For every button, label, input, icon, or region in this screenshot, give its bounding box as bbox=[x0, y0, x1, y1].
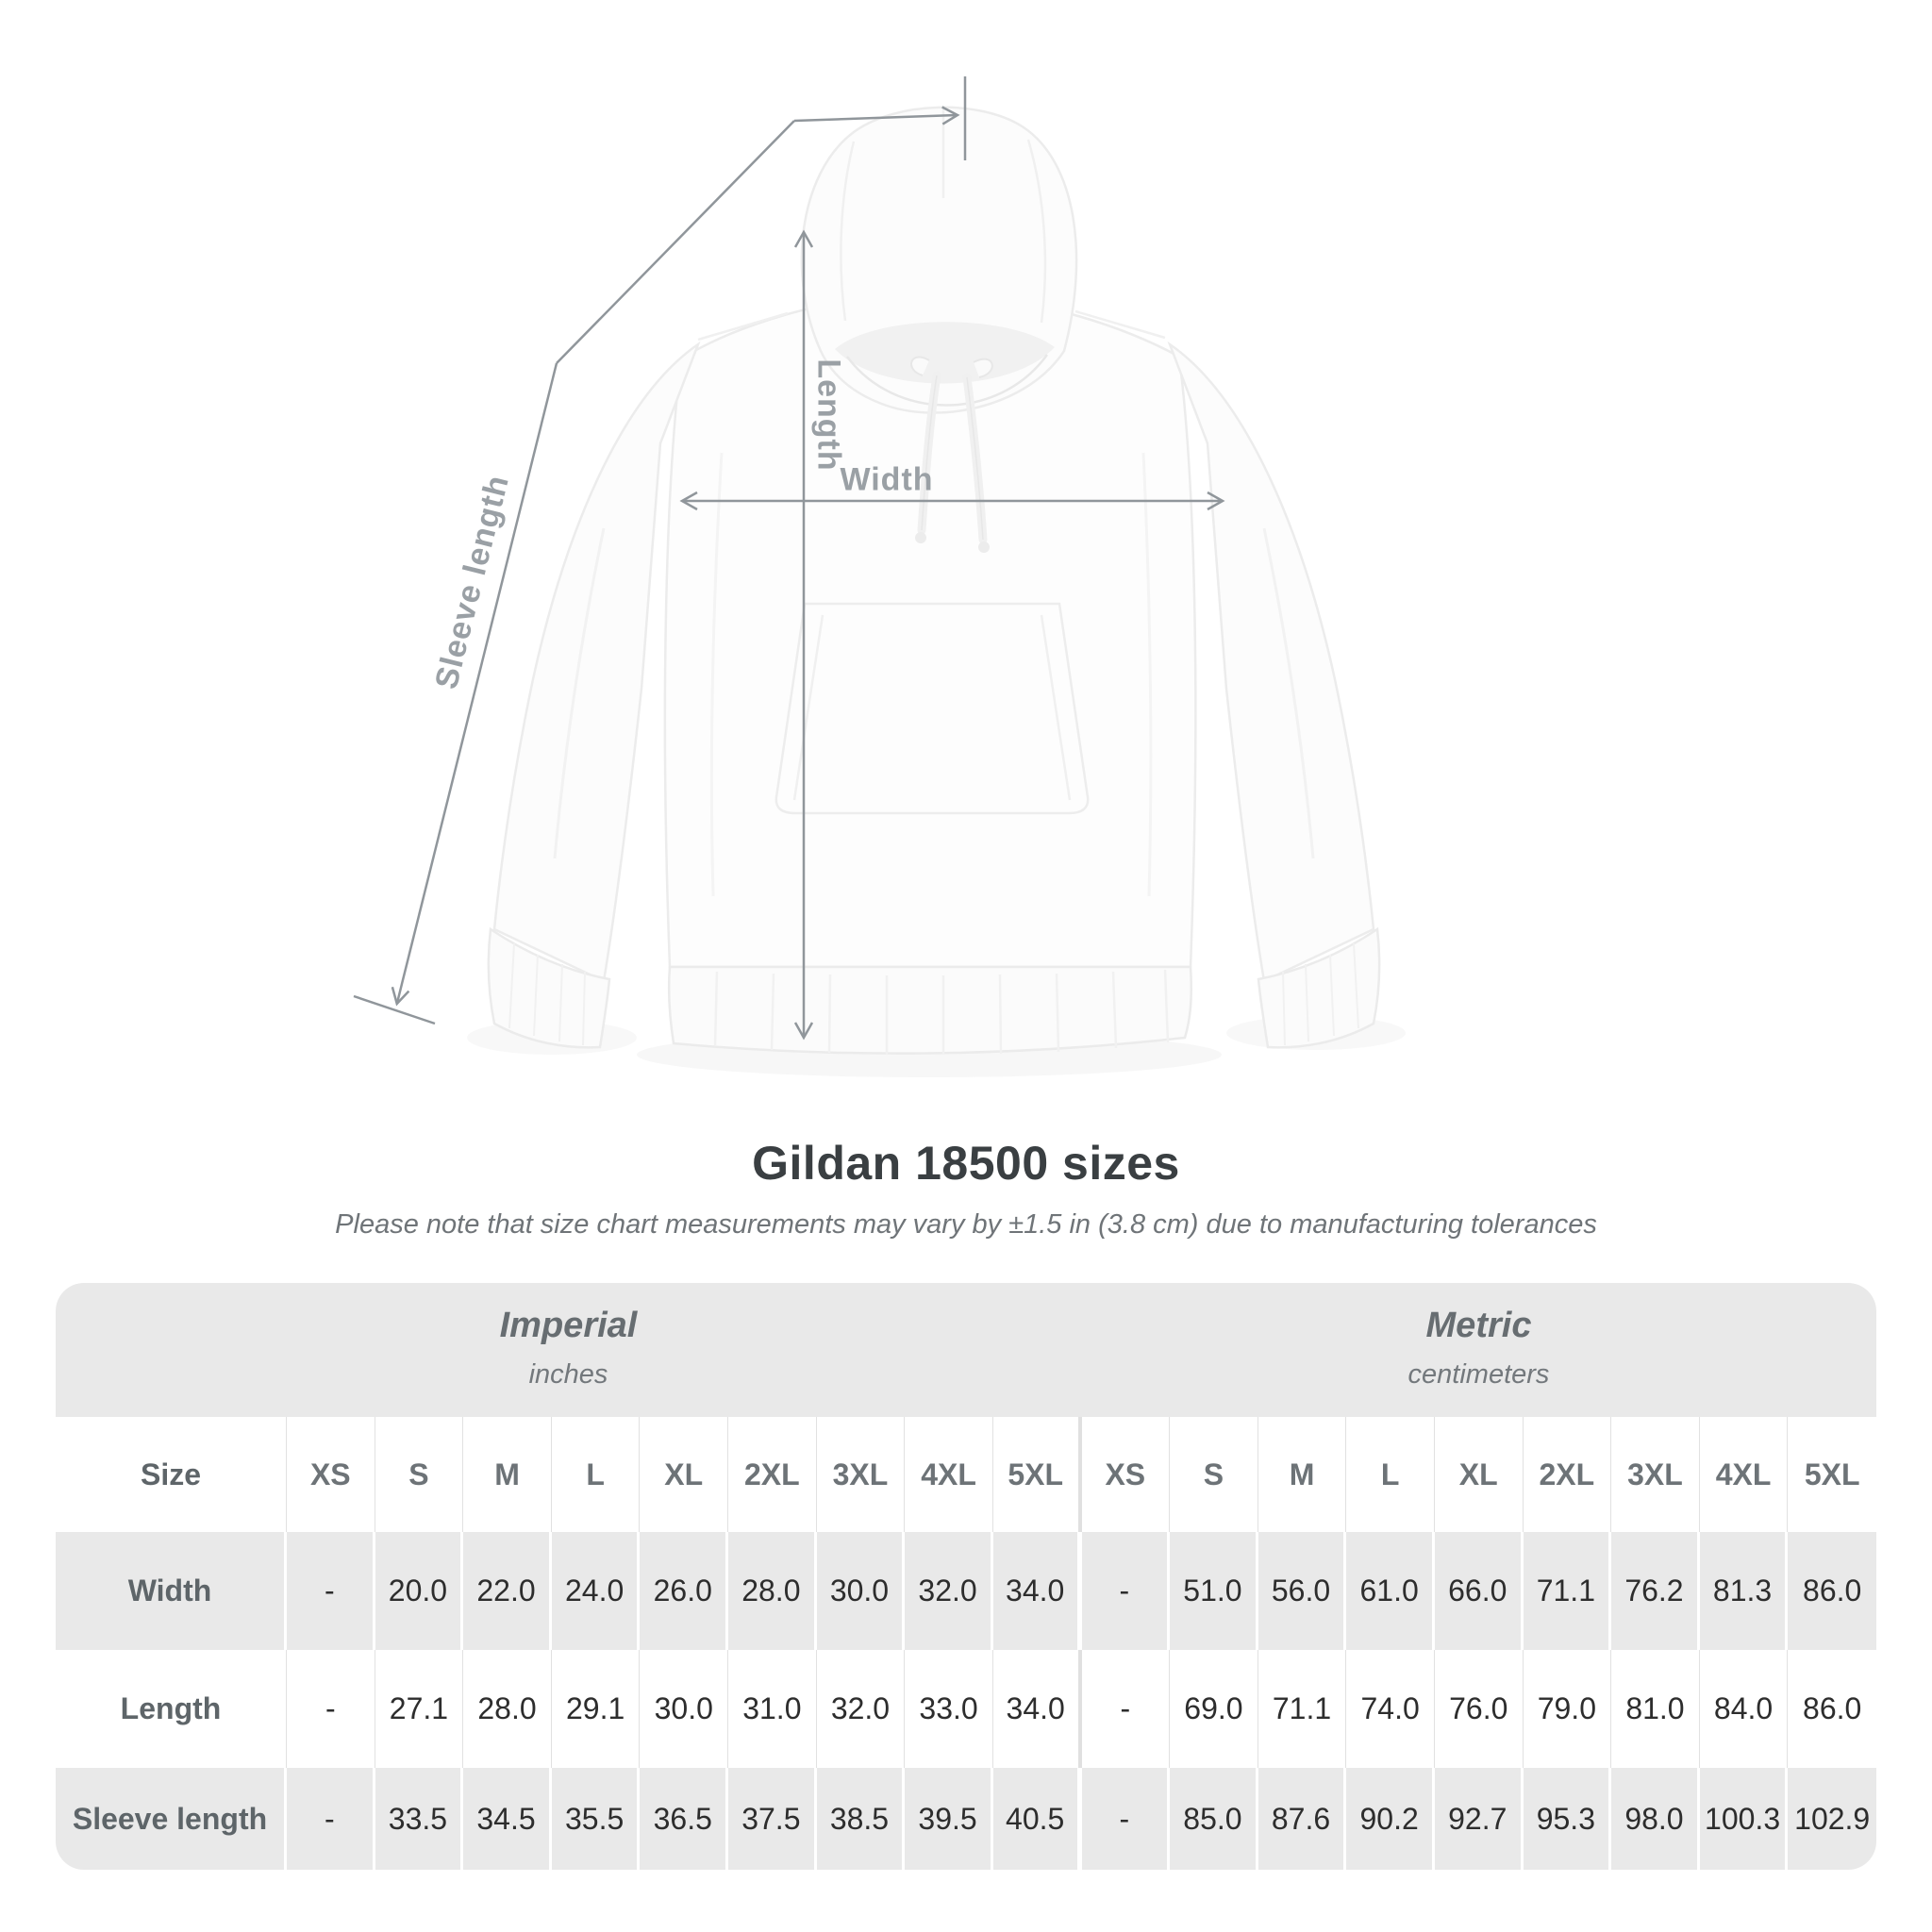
metric-value-cell: 81.0 bbox=[1611, 1650, 1700, 1768]
imperial-value-cell: 33.0 bbox=[905, 1650, 993, 1768]
imperial-value-cell: 31.0 bbox=[728, 1650, 817, 1768]
page-title: Gildan 18500 sizes bbox=[752, 1137, 1180, 1190]
metric-value-cell: 51.0 bbox=[1170, 1532, 1258, 1650]
imperial-value-cell: 26.0 bbox=[640, 1532, 728, 1650]
size-table bbox=[56, 1283, 1876, 1870]
metric-value-cell: 56.0 bbox=[1258, 1532, 1347, 1650]
metric-size-header: XS bbox=[1082, 1417, 1171, 1532]
metric-unit: centimeters bbox=[1407, 1359, 1550, 1390]
metric-value-cell: 102.9 bbox=[1788, 1768, 1876, 1870]
metric-value-cell: 76.0 bbox=[1435, 1650, 1524, 1768]
hem-band bbox=[669, 967, 1191, 1055]
unit-header-band bbox=[56, 1283, 1876, 1417]
imperial-header bbox=[56, 1283, 1081, 1417]
metric-value-cell: 86.0 bbox=[1788, 1650, 1876, 1768]
imperial-size-header: 2XL bbox=[728, 1417, 817, 1532]
metric-value-cell: 74.0 bbox=[1346, 1650, 1435, 1768]
imperial-value-cell: 30.0 bbox=[817, 1532, 906, 1650]
imperial-size-header: 5XL bbox=[993, 1417, 1082, 1532]
imperial-value-cell: 40.5 bbox=[993, 1768, 1082, 1870]
metric-size-header: 2XL bbox=[1524, 1417, 1612, 1532]
metric-value-cell: 61.0 bbox=[1346, 1532, 1435, 1650]
width-label: Width bbox=[840, 461, 934, 498]
imperial-value-cell: 32.0 bbox=[817, 1650, 906, 1768]
kangaroo-pocket bbox=[776, 604, 1088, 813]
page-subtitle: Please note that size chart measurements may vary by ±1.5 in (3.8 cm) due to manufacturing tolerances bbox=[335, 1209, 1597, 1240]
heading bbox=[0, 1136, 1932, 1241]
imperial-value-cell: 37.5 bbox=[728, 1768, 817, 1870]
imperial-size-header: S bbox=[375, 1417, 464, 1532]
size-grid bbox=[56, 1417, 1876, 1870]
metric-size-header: 5XL bbox=[1788, 1417, 1876, 1532]
imperial-size-header: M bbox=[463, 1417, 552, 1532]
metric-value-cell: - bbox=[1082, 1532, 1171, 1650]
row-label: Width bbox=[56, 1532, 287, 1650]
metric-value-cell: 100.3 bbox=[1700, 1768, 1789, 1870]
imperial-value-cell: 28.0 bbox=[728, 1532, 817, 1650]
imperial-size-header: XL bbox=[640, 1417, 728, 1532]
imperial-value-cell: 24.0 bbox=[552, 1532, 641, 1650]
metric-value-cell: 71.1 bbox=[1258, 1650, 1347, 1768]
metric-size-header: S bbox=[1170, 1417, 1258, 1532]
metric-value-cell: 79.0 bbox=[1524, 1650, 1612, 1768]
imperial-value-cell: 34.5 bbox=[463, 1768, 552, 1870]
imperial-value-cell: - bbox=[287, 1650, 375, 1768]
imperial-size-header: L bbox=[552, 1417, 641, 1532]
imperial-value-cell: 27.1 bbox=[375, 1650, 464, 1768]
imperial-value-cell: 33.5 bbox=[375, 1768, 464, 1870]
metric-value-cell: 87.6 bbox=[1258, 1768, 1347, 1870]
imperial-value-cell: 34.0 bbox=[993, 1532, 1082, 1650]
metric-value-cell: 98.0 bbox=[1611, 1768, 1700, 1870]
sleeve-length-label: Sleeve length bbox=[427, 471, 517, 693]
metric-size-header: 3XL bbox=[1611, 1417, 1700, 1532]
imperial-size-header: 4XL bbox=[905, 1417, 993, 1532]
length-label: Length bbox=[810, 358, 847, 472]
imperial-value-cell: 35.5 bbox=[552, 1768, 641, 1870]
metric-value-cell: 85.0 bbox=[1170, 1768, 1258, 1870]
imperial-value-cell: 38.5 bbox=[817, 1768, 906, 1870]
imperial-value-cell: - bbox=[287, 1532, 375, 1650]
metric-size-header: 4XL bbox=[1700, 1417, 1789, 1532]
imperial-value-cell: 29.1 bbox=[552, 1650, 641, 1768]
imperial-value-cell: 28.0 bbox=[463, 1650, 552, 1768]
metric-header bbox=[1081, 1283, 1876, 1417]
imperial-title: Imperial bbox=[499, 1306, 638, 1345]
row-label: Sleeve length bbox=[56, 1768, 287, 1870]
metric-value-cell: 95.3 bbox=[1524, 1768, 1612, 1870]
imperial-value-cell: 34.0 bbox=[993, 1650, 1082, 1768]
metric-size-header: XL bbox=[1435, 1417, 1524, 1532]
imperial-value-cell: 32.0 bbox=[905, 1532, 993, 1650]
imperial-unit: inches bbox=[528, 1359, 608, 1390]
metric-value-cell: 66.0 bbox=[1435, 1532, 1524, 1650]
imperial-value-cell: 22.0 bbox=[463, 1532, 552, 1650]
metric-value-cell: - bbox=[1082, 1650, 1171, 1768]
metric-value-cell: 81.3 bbox=[1700, 1532, 1789, 1650]
metric-size-header: L bbox=[1346, 1417, 1435, 1532]
imperial-value-cell: 30.0 bbox=[640, 1650, 728, 1768]
imperial-value-cell: 39.5 bbox=[905, 1768, 993, 1870]
right-sleeve bbox=[1170, 344, 1379, 1047]
metric-value-cell: 76.2 bbox=[1611, 1532, 1700, 1650]
metric-value-cell: 84.0 bbox=[1700, 1650, 1789, 1768]
metric-title: Metric bbox=[1425, 1306, 1532, 1345]
imperial-size-header: 3XL bbox=[817, 1417, 906, 1532]
metric-value-cell: 69.0 bbox=[1170, 1650, 1258, 1768]
imperial-size-header: XS bbox=[287, 1417, 375, 1532]
metric-value-cell: 86.0 bbox=[1788, 1532, 1876, 1650]
metric-size-header: M bbox=[1258, 1417, 1347, 1532]
metric-value-cell: 71.1 bbox=[1524, 1532, 1612, 1650]
imperial-value-cell: - bbox=[287, 1768, 375, 1870]
metric-value-cell: 90.2 bbox=[1346, 1768, 1435, 1870]
row-label: Length bbox=[56, 1650, 287, 1768]
imperial-value-cell: 36.5 bbox=[640, 1768, 728, 1870]
size-corner-cell: Size bbox=[56, 1417, 287, 1532]
metric-value-cell: 92.7 bbox=[1435, 1768, 1524, 1870]
sleeve-end-tick bbox=[354, 996, 435, 1024]
imperial-value-cell: 20.0 bbox=[375, 1532, 464, 1650]
metric-value-cell: - bbox=[1082, 1768, 1171, 1870]
